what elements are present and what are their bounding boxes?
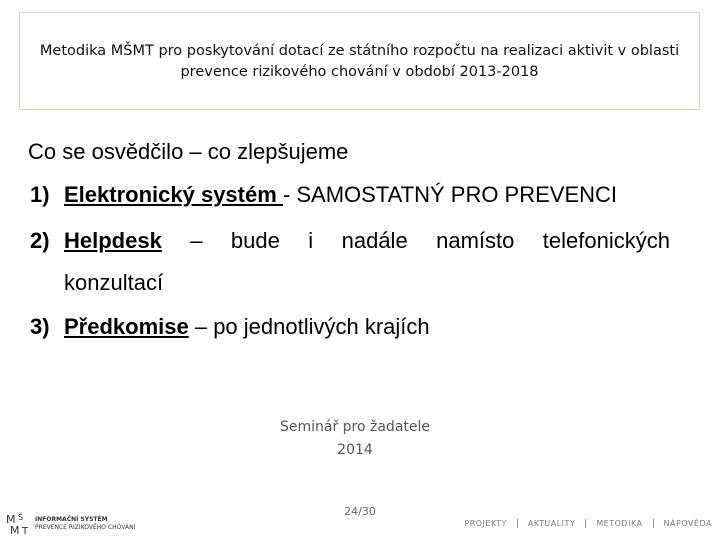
item-text: - SAMOSTATNÝ PRO PREVENCI <box>282 182 618 207</box>
list-item-1 <box>30 182 617 208</box>
svg-text:M: M <box>6 513 16 526</box>
page-number: 24/30 <box>344 505 376 518</box>
header-title <box>40 41 679 83</box>
nav-napoveda[interactable]: NÁPOVĚDA <box>663 519 712 528</box>
footer-nav <box>464 519 712 528</box>
logo-line-1: INFORMAČNÍ SYSTÉM <box>35 516 108 523</box>
svg-text:M: M <box>10 524 20 536</box>
item-number: 2) <box>30 228 50 253</box>
nav-divider <box>585 519 586 528</box>
list-item-2 <box>30 228 670 254</box>
item-word: telefonických <box>542 228 670 253</box>
item-word: nadále <box>341 228 408 253</box>
item-word: – <box>190 228 203 253</box>
item-word: namísto <box>436 228 515 253</box>
logo-line-2: PREVENCE RIZIKOVÉHO CHOVÁNÍ <box>35 524 136 531</box>
svg-text:T: T <box>22 526 29 536</box>
list-item-3 <box>30 314 430 340</box>
item-word: i <box>308 228 314 253</box>
predkomise-link[interactable]: Předkomise <box>64 314 189 339</box>
item-number: 1) <box>30 182 50 207</box>
nav-metodika[interactable]: METODIKA <box>596 519 643 528</box>
item-text: – po jednotlivých krajích <box>188 314 430 339</box>
nav-aktuality[interactable]: AKTUALITY <box>527 519 576 528</box>
item-number: 3) <box>30 314 50 339</box>
item-word: bude <box>230 228 280 253</box>
svg-text:Š: Š <box>18 513 24 522</box>
header-box <box>19 12 700 110</box>
logo-text <box>35 516 135 532</box>
helpdesk-link[interactable]: Helpdesk <box>64 228 162 253</box>
footer-logo <box>6 512 146 536</box>
electronic-system-link[interactable]: Elektronický systém <box>64 182 283 207</box>
nav-divider <box>517 519 518 528</box>
header-line-1: Metodika MŠMT pro poskytování dotací ze státního rozpočtu na realizaci aktivit v oblasti <box>39 43 680 59</box>
msmt-logo-icon <box>6 512 34 536</box>
seminar-year: 2014 <box>337 442 373 458</box>
list-item-2-continuation: konzultací <box>64 270 164 295</box>
nav-divider <box>653 519 654 528</box>
seminar-line-1: Seminář pro žadatele <box>279 419 431 435</box>
slide-subtitle: Co se osvědčilo – co zlepšujeme <box>28 139 349 164</box>
seminar-label <box>250 416 460 462</box>
header-line-2: prevence rizikového chování v období 2013-2018 <box>180 64 539 80</box>
nav-projekty[interactable]: PROJEKTY <box>464 519 507 528</box>
